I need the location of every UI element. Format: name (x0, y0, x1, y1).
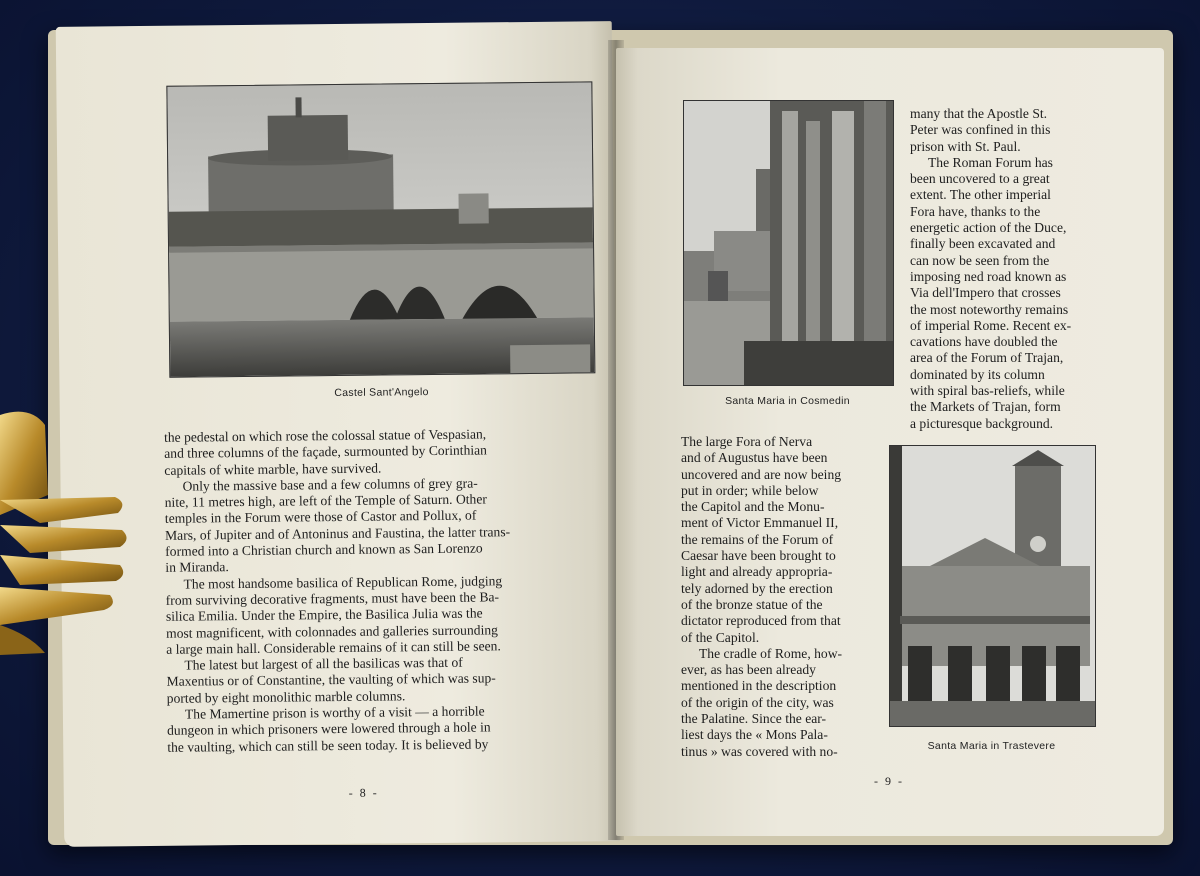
text-line: prison with St. Paul. (910, 138, 1021, 154)
text-line: area of the Forum of Trajan, (910, 350, 1064, 366)
text-line: energetic action of the Duce, (910, 220, 1067, 236)
text-line: in Miranda. (165, 559, 229, 576)
text-line: Only the massive base and a few columns of grey gra- (182, 475, 478, 494)
text-line: with spiral bas-reliefs, while (910, 383, 1065, 399)
text-line: ported by eight monolithic marble columns. (166, 688, 406, 706)
text-line: of imperial Rome. Recent ex- (910, 317, 1072, 333)
text-line: and of Augustus have been (681, 450, 828, 466)
text-line: most magnificent, with colonnades and galleries surrounding (165, 621, 498, 641)
text-line: Via dell'Impero that crosses (910, 285, 1061, 301)
santa-maria-in-cosmedin-caption: Santa Maria in Cosmedin (725, 395, 850, 407)
text-line: Fora have, thanks to the (910, 203, 1041, 219)
right-page-number: - 9 - (874, 774, 904, 788)
castel-sant-angelo-photo (166, 81, 595, 377)
text-line: capitals of white marble, have survived. (164, 460, 382, 478)
text-line: imposing ned road known as (910, 268, 1067, 284)
text-line: the Palatine. Since the ear- (681, 711, 827, 727)
text-line: liest days the « Mons Pala- (681, 727, 828, 743)
text-line: Mars, of Jupiter and of Antoninus and Faustina, the latter trans- (164, 523, 511, 543)
text-line: formed into a Christian church and known as San Lorenzo (165, 540, 483, 559)
text-line: extent. The other imperial (910, 187, 1051, 203)
text-line: the Capitol and the Monu- (681, 499, 825, 515)
text-line: tinus » was covered with no- (681, 743, 838, 759)
text-line: ever, as has been already (681, 662, 816, 678)
text-line: a large main hall. Considerable remains of it can still be seen. (166, 638, 501, 657)
text-line: and three columns of the façade, surmounted by Corinthian (164, 442, 488, 462)
text-line: mentioned in the description (681, 678, 837, 694)
castel-sant-angelo-caption: Castel Sant'Angelo (334, 386, 429, 400)
text-line: nite, 11 metres high, are left of the Temple of Saturn. Other (164, 491, 487, 511)
santa-maria-in-trastevere-photo (889, 445, 1096, 727)
text-line: a picturesque background. (910, 415, 1054, 431)
text-line: temples in the Forum were those of Castor and Pollux, of (164, 508, 477, 527)
left-page (56, 21, 621, 847)
text-line: the remains of the Forum of (681, 531, 834, 547)
text-line: Peter was confined in this (910, 122, 1051, 138)
text-line: the most noteworthy remains (910, 301, 1069, 317)
text-line: dominated by its column (910, 366, 1045, 382)
text-line: The most handsome basilica of Republican Rome, judging (183, 572, 503, 592)
text-line: uncovered and are now being (681, 466, 842, 482)
text-line: Maxentius or of Constantine, the vaulting of which was sup- (166, 670, 496, 690)
right-page (616, 48, 1164, 836)
santa-maria-in-cosmedin-photo (683, 100, 894, 386)
text-line: the pedestal on which rose the colossal statue of Vespasian, (163, 426, 487, 445)
text-line: Caesar have been brought to (681, 548, 836, 564)
text-line: cavations have doubled the (910, 334, 1058, 350)
text-line: silica Emilia. Under the Empire, the Basilica Julia was the (165, 605, 483, 625)
text-line: from surviving decorative fragments, must have been the Ba- (165, 589, 500, 608)
text-line: The cradle of Rome, how- (699, 645, 843, 661)
text-line: dungeon in which prisoners were lowered through a hole in (167, 719, 491, 739)
text-line: the Markets of Trajan, form (910, 399, 1061, 415)
left-page-number: - 8 - (348, 785, 379, 800)
text-line: of the bronze statue of the (681, 596, 823, 612)
santa-maria-in-trastevere-caption: Santa Maria in Trastevere (927, 740, 1056, 752)
text-line: the vaulting, which can still be seen today. It is believed by (167, 736, 489, 755)
right-page-top-column (910, 106, 1093, 432)
text-line: dictator reproduced from that (681, 613, 841, 629)
text-line: light and already appropria- (681, 564, 833, 580)
text-line: The Mamertine prison is worthy of a visit — a horrible (184, 703, 485, 722)
text-line: of the origin of the city, was (681, 694, 834, 710)
text-line: finally been excavated and (910, 236, 1056, 252)
brass-hand-bookend (0, 405, 135, 655)
text-line: many that the Apostle St. (910, 106, 1048, 121)
text-line: The latest but largest of all the basilicas was that of (184, 654, 463, 673)
text-line: The large Fora of Nerva (681, 434, 813, 449)
text-line: can now be seen from the (910, 252, 1050, 268)
text-line: tely adorned by the erection (681, 580, 833, 596)
text-line: put in order; while below (681, 482, 819, 498)
text-line: of the Capitol. (681, 629, 760, 645)
text-line: been uncovered to a great (910, 171, 1050, 187)
text-line: ment of Victor Emmanuel II, (681, 515, 839, 531)
text-line: The Roman Forum has (928, 154, 1053, 170)
right-page-bottom-column (681, 434, 871, 760)
left-page-body-text (164, 425, 597, 755)
